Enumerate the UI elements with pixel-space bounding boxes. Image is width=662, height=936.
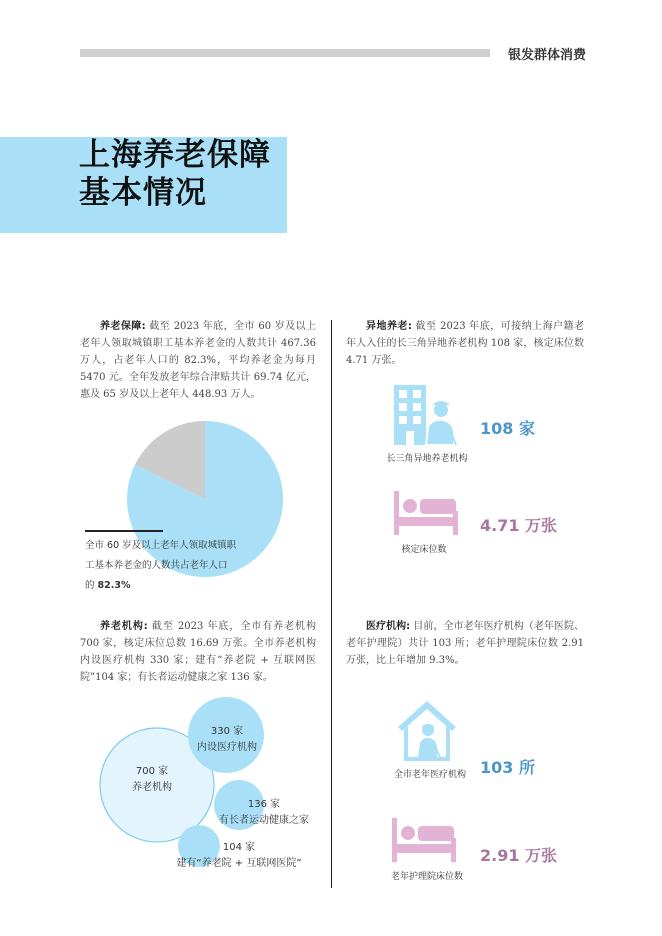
pension-text: 截至 2023 年底，全市 60 岁及以上老年人领取城镇职工基本养老金的人数共计 467.36 万人，占老年人口的 82.3%，平均养老金为每月 5470 元。全年发放老年综合津贴共计 69.74 亿元，惠及 65 岁及以上老年人 448.93 万人。 [80,321,316,400]
bubble-330-label [186,724,268,756]
header-bar [80,49,490,57]
title-line-1: 上海养老保障 [79,137,271,173]
remote-text: 截至 2023 年底，可接纳上海户籍老年人入住的长三角异地养老机构 108 家，核定床位数 4.71 万张。 [346,321,584,366]
nursing-bed-icon [390,816,458,864]
medical-stat2-value: 2.91 万张 [480,846,558,865]
pie-note-line-1: 全市 60 岁及以上老年人领取城镇职 [85,540,237,551]
bubble-104-text: 建有“养老院 + 互联网医院” [176,858,302,869]
pie-note-value: 82.3% [97,580,131,591]
bed-icon [392,489,460,537]
medical-paragraph [346,618,584,669]
medical-stat1-caption: 全市老年医疗机构 [393,770,466,780]
medical-stat2-caption: 老年护理院床位数 [390,872,463,882]
institutions-paragraph [80,618,316,686]
medical-lead: 医疗机构: [366,621,411,632]
pension-lead: 养老保障: [100,321,146,332]
bubble-700-value: 700 家 [135,766,169,777]
column-divider [331,320,332,888]
bubble-136-text: 有长者运动健康之家 [219,815,309,826]
house-elder-icon [394,697,460,763]
institutions-text: 截至 2023 年底，全市有养老机构 700 家，核定床位总数 16.69 万张。全市养老机构内设医疗机构 330 家；建有“养老院 + 互联网医院”104 家；有长者运动健康之家 136 家。 [80,621,316,683]
remote-stat2-caption: 核定床位数 [401,545,447,555]
remote-lead: 异地养老: [366,321,412,332]
medical-text: 目前，全市老年医疗机构（老年医院、老年护理院）共计 103 所；老年护理院床位数 2.91 万张，比上年增加 9.3%。 [346,621,584,666]
building-elder-icon [392,383,458,447]
institutions-lead: 养老机构: [100,621,148,632]
pie-note [85,536,260,596]
bubble-136-label [209,797,319,829]
pension-paragraph [80,318,316,403]
bubble-104-value: 104 家 [222,842,256,853]
bubble-104-label [164,840,314,872]
bubble-330-text: 内设医疗机构 [197,742,257,753]
bubble-136-value: 136 家 [247,799,281,810]
remote-stat1-value: 108 家 [480,419,535,438]
pie-note-line-2: 工基本养老金的人数共占老年人口 [85,560,228,571]
pie-note-rule [85,530,163,532]
pie-note-prefix: 的 [85,580,98,591]
pie-note-line-3 [85,576,260,596]
page-title [79,136,271,212]
section-title: 银发群体消费 [508,48,587,63]
remote-stat1-caption: 长三角异地养老机构 [386,454,468,464]
bubble-330-value: 330 家 [210,726,244,737]
remote-stat2-value: 4.71 万张 [480,516,558,535]
bubble-700-label [112,764,192,796]
medical-stat1-value: 103 所 [480,758,535,777]
remote-paragraph [346,318,584,369]
title-line-2: 基本情况 [79,175,207,211]
bubble-700-text: 养老机构 [132,782,172,793]
